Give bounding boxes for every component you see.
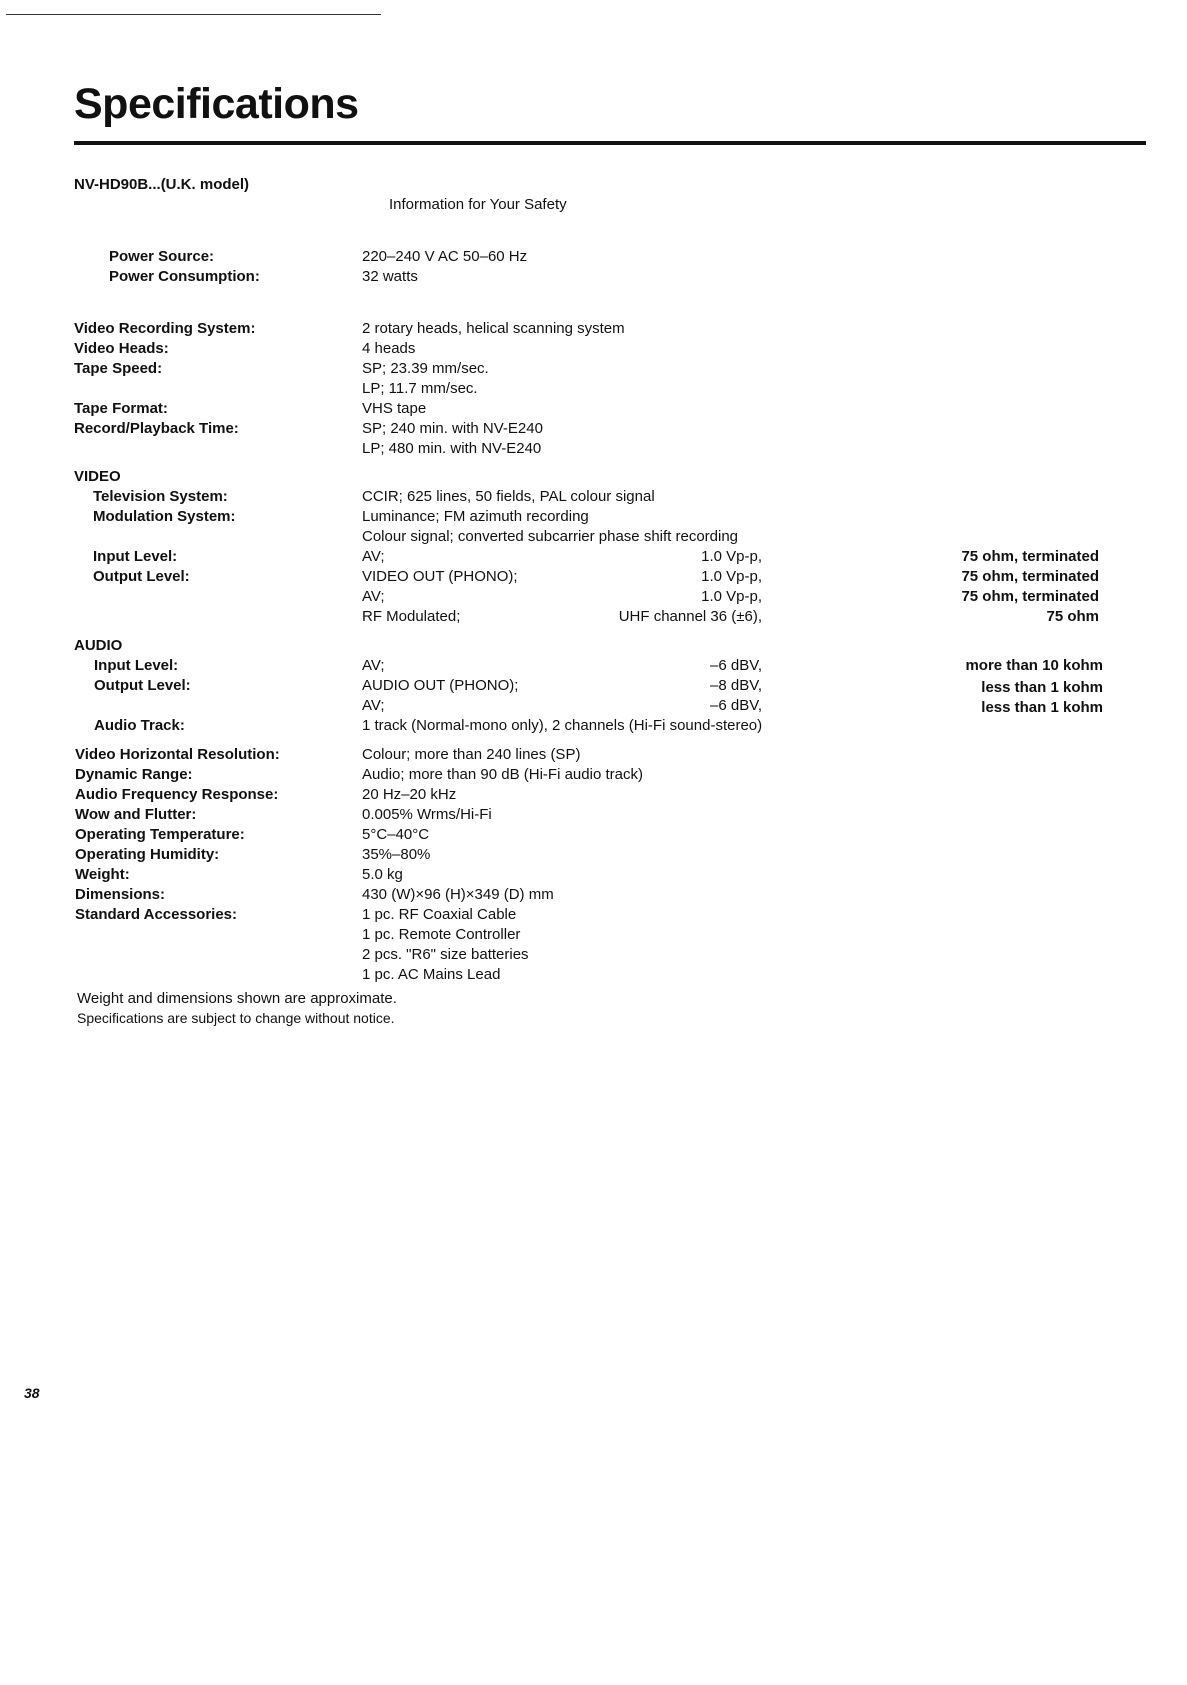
acc-item-2: 1 pc. Remote Controller: [362, 926, 521, 943]
power-source-label: Power Source:: [109, 248, 215, 265]
record-time-label: Record/Playback Time:: [74, 420, 239, 437]
weight-value: 5.0 kg: [362, 866, 403, 883]
op-temp-label: Operating Temperature:: [75, 826, 245, 843]
video-heads-value: 4 heads: [362, 340, 416, 357]
audio-out2-imp: less than 1 kohm: [981, 699, 1103, 716]
tape-speed-label: Tape Speed:: [74, 360, 163, 377]
video-out3-imp: 75 ohm: [1046, 608, 1099, 625]
modulation-col: Colour signal; converted subcarrier phase shift recording: [362, 528, 739, 545]
audio-input-src: AV;: [362, 657, 385, 674]
dyn-range-value: Audio; more than 90 dB (Hi-Fi audio track): [362, 766, 643, 783]
power-consumption-value: 32 watts: [362, 268, 418, 285]
page-number: 38: [24, 1385, 40, 1401]
modulation-label: Modulation System:: [93, 508, 236, 525]
video-input-label: Input Level:: [93, 548, 178, 565]
audio-heading: AUDIO: [74, 637, 123, 654]
video-out3-src: RF Modulated;: [362, 608, 461, 625]
dyn-range-label: Dynamic Range:: [75, 766, 193, 783]
note-approximate: Weight and dimensions shown are approximate.: [77, 990, 397, 1007]
page-title: Specifications: [74, 80, 359, 128]
audio-input-label: Input Level:: [94, 657, 179, 674]
horiz-res-value: Colour; more than 240 lines (SP): [362, 746, 581, 763]
op-temp-value: 5°C–40°C: [362, 826, 430, 843]
dim-label: Dimensions:: [75, 886, 166, 903]
video-output-label: Output Level:: [93, 568, 190, 585]
video-input-src: AV;: [362, 548, 385, 565]
wow-label: Wow and Flutter:: [75, 806, 197, 823]
audio-out1-imp: less than 1 kohm: [981, 679, 1103, 696]
video-recording-value: 2 rotary heads, helical scanning system: [362, 320, 625, 337]
audio-output-label: Output Level:: [94, 677, 191, 694]
audio-track-value: 1 track (Normal-mono only), 2 channels (Hi-Fi sound-stereo): [362, 717, 763, 734]
video-heads-label: Video Heads:: [74, 340, 169, 357]
acc-item-1: 1 pc. RF Coaxial Cable: [362, 906, 517, 923]
weight-label: Weight:: [75, 866, 130, 883]
video-input-imp: 75 ohm, terminated: [961, 548, 1099, 565]
dim-value: 430 (W)×96 (H)×349 (D) mm: [362, 886, 554, 903]
video-recording-label: Video Recording System:: [74, 320, 256, 337]
tape-speed-lp: LP; 11.7 mm/sec.: [362, 380, 478, 397]
power-consumption-label: Power Consumption:: [109, 268, 260, 285]
modulation-lum: Luminance; FM azimuth recording: [362, 508, 589, 525]
horiz-res-label: Video Horizontal Resolution:: [75, 746, 280, 763]
wow-value: 0.005% Wrms/Hi-Fi: [362, 806, 492, 823]
title-rule: [74, 141, 1146, 145]
audio-out2-val: –6 dBV,: [710, 697, 762, 714]
acc-item-4: 1 pc. AC Mains Lead: [362, 966, 501, 983]
tape-format-label: Tape Format:: [74, 400, 168, 417]
freq-resp-label: Audio Frequency Response:: [75, 786, 279, 803]
op-hum-value: 35%–80%: [362, 846, 431, 863]
audio-out1-val: –8 dBV,: [710, 677, 762, 694]
audio-input-imp: more than 10 kohm: [965, 657, 1103, 674]
video-out1-val: 1.0 Vp-p,: [701, 568, 762, 585]
video-out1-imp: 75 ohm, terminated: [961, 568, 1099, 585]
acc-item-3: 2 pcs. "R6" size batteries: [362, 946, 529, 963]
tape-speed-sp: SP; 23.39 mm/sec.: [362, 360, 489, 377]
audio-out1-src: AUDIO OUT (PHONO);: [362, 677, 519, 694]
tv-system-value: CCIR; 625 lines, 50 fields, PAL colour signal: [362, 488, 655, 505]
acc-label: Standard Accessories:: [75, 906, 238, 923]
model-name: NV-HD90B...(U.K. model): [74, 176, 250, 193]
freq-resp-value: 20 Hz–20 kHz: [362, 786, 457, 803]
audio-out2-src: AV;: [362, 697, 385, 714]
video-out2-val: 1.0 Vp-p,: [701, 588, 762, 605]
note-change: Specifications are subject to change without notice.: [77, 1010, 395, 1026]
record-time-lp: LP; 480 min. with NV-E240: [362, 440, 542, 457]
audio-input-val: –6 dBV,: [710, 657, 762, 674]
safety-heading: Information for Your Safety: [389, 196, 567, 213]
tape-format-value: VHS tape: [362, 400, 427, 417]
op-hum-label: Operating Humidity:: [75, 846, 220, 863]
video-out3-val: UHF channel 36 (±6),: [618, 608, 762, 625]
video-out2-imp: 75 ohm, terminated: [961, 588, 1099, 605]
video-input-val: 1.0 Vp-p,: [701, 548, 762, 565]
video-out1-src: VIDEO OUT (PHONO);: [362, 568, 518, 585]
tv-system-label: Television System:: [93, 488, 228, 505]
audio-track-label: Audio Track:: [94, 717, 185, 734]
record-time-sp: SP; 240 min. with NV-E240: [362, 420, 543, 437]
video-out2-src: AV;: [362, 588, 385, 605]
power-source-value: 220–240 V AC 50–60 Hz: [362, 248, 528, 265]
top-scan-line: [6, 14, 381, 15]
video-heading: VIDEO: [74, 468, 121, 485]
